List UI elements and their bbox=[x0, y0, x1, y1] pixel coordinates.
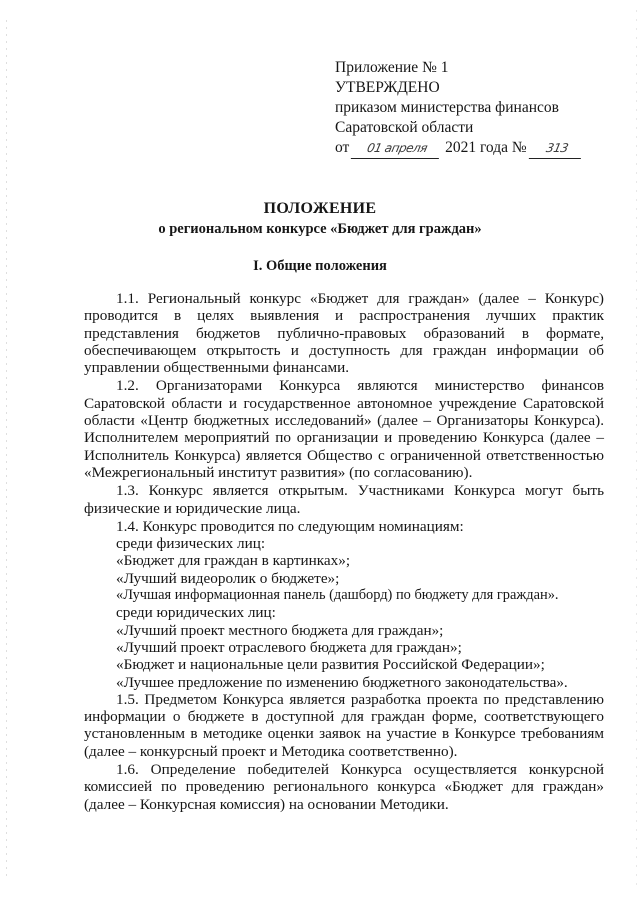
date-number-line bbox=[335, 138, 625, 159]
paragraph-1-5: 1.5. Предметом Конкурса является разработка проекта по представлению информации о бюджете в доступной для граждан форме, соответствующего установленным в методике оценки заявок на участие в Конкурсе требованиям (далее – конкурсный проект и Методика соответственно). bbox=[84, 690, 604, 760]
document-subtitle: о региональном конкурсе «Бюджет для граждан» bbox=[158, 221, 482, 237]
nominations-legal-heading: среди юридических лиц: bbox=[116, 604, 276, 622]
nomination-item: «Лучшая информационная панель (дашборд) по бюджету для граждан». bbox=[116, 587, 559, 604]
paragraph-1-2: 1.2. Организаторами Конкурса являются министерство финансов Саратовской области и государственное автономное учреждение Саратовской области «Центр бюджетных исследований» (далее – Организаторы Конкурса). Исполнителем мероприятий по организации и проведению Конкурса (далее – Исполнитель Конкурса) является Общество с ограниченной ответственностью «Межрегиональный институт развития» (по согласованию). bbox=[84, 377, 604, 481]
scan-edge-left bbox=[6, 20, 7, 880]
region-line: Саратовской области bbox=[335, 119, 474, 136]
document-title: ПОЛОЖЕНИЕ bbox=[263, 200, 377, 217]
nomination-item: «Лучшее предложение по изменению бюджетного законодательства». bbox=[116, 673, 568, 691]
approved-label: УТВЕРЖДЕНО bbox=[335, 79, 440, 96]
document-body bbox=[84, 290, 604, 813]
paragraph-1-6: 1.6. Определение победителей Конкурса осуществляется конкурсной комиссией по проведению регионального конкурса «Бюджет для граждан» (далее – Конкурсная комиссия) на основании Методики. bbox=[84, 761, 604, 813]
appendix-label: Приложение № 1 bbox=[335, 59, 449, 76]
nomination-item: «Лучший видеоролик о бюджете»; bbox=[116, 569, 340, 587]
handwritten-date: 01 апреля bbox=[351, 138, 443, 159]
paragraph-1-3: 1.3. Конкурс является открытым. Участниками Конкурса могут быть физические и юридические лица. bbox=[84, 482, 604, 517]
order-line: приказом министерства финансов bbox=[335, 99, 559, 116]
date-prefix: от bbox=[335, 139, 350, 156]
nomination-item: «Бюджет для граждан в картинках»; bbox=[116, 552, 351, 570]
paragraph-1-1: 1.1. Региональный конкурс «Бюджет для граждан» (далее – Конкурс) проводится в целях выявления и распространения лучших практик представления бюджетов публично-правовых образований в формате, обеспечивающем открытость и доступность для граждан информации об управлении общественными финансами. bbox=[84, 290, 604, 377]
date-suffix: 2021 года № bbox=[445, 139, 527, 156]
nomination-item: «Лучший проект местного бюджета для граждан»; bbox=[116, 621, 444, 639]
section-heading: I. Общие положения bbox=[253, 258, 387, 274]
scan-edge-right bbox=[636, 10, 637, 890]
nomination-item: «Лучший проект отраслевого бюджета для граждан»; bbox=[116, 638, 462, 656]
approval-block bbox=[335, 58, 625, 159]
paragraph-1-4: 1.4. Конкурс проводится по следующим номинациям: bbox=[116, 517, 464, 535]
handwritten-number: 313 bbox=[528, 138, 584, 159]
nomination-item: «Бюджет и национальные цели развития Российской Федерации»; bbox=[116, 656, 545, 674]
nominations-individuals-heading: среди физических лиц: bbox=[116, 535, 266, 553]
